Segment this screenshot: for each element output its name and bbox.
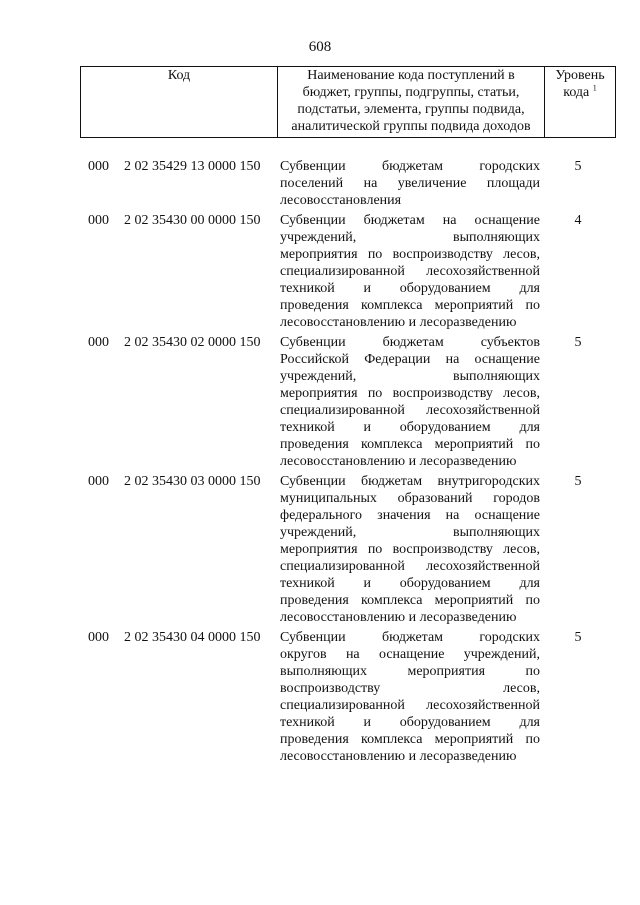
income-name-line: лесовосстановления [280, 193, 402, 208]
header-name-line: Наименование кода поступлений в [307, 68, 515, 83]
header-level-line [545, 84, 615, 101]
page-number: 608 [308, 39, 332, 55]
header-level-word: кода [563, 85, 590, 100]
header-name-line: подстатьи, элемента, группы подвида, [297, 102, 525, 117]
income-name-line: проведения комплекса мероприятий по [280, 732, 540, 747]
income-name-line: мероприятия по воспроизводству лесов, [280, 247, 540, 262]
table-row [80, 334, 612, 470]
income-name-line: поселений на увеличение площади [280, 176, 540, 191]
header-name [278, 67, 545, 138]
income-name-line: воспроизводству лесов, [280, 681, 540, 696]
header-row [81, 67, 616, 138]
income-name-line: специализированной лесохозяйственной [280, 559, 540, 574]
code-level: 5 [574, 630, 582, 645]
admin-code: 000 [88, 630, 109, 645]
admin-code: 000 [88, 474, 109, 489]
income-name-line: мероприятия по воспроизводству лесов, [280, 542, 540, 557]
table-row [80, 629, 612, 765]
income-name-line: техникой и оборудованием для [280, 576, 540, 591]
income-name-line: лесовосстановлению и лесоразведению [280, 749, 517, 764]
header-name-line: аналитической группы подвида доходов [291, 119, 531, 134]
income-code: 2 02 35430 00 0000 150 [124, 213, 261, 228]
header-code: Код [81, 67, 278, 138]
income-name-line: Субвенции бюджетам на оснащение [280, 213, 540, 228]
table-row [80, 158, 612, 209]
income-name-line: Субвенции бюджетам городских [280, 159, 540, 174]
income-name-line: проведения комплекса мероприятий по [280, 593, 540, 608]
code-level: 4 [574, 213, 582, 228]
income-name [280, 212, 544, 331]
income-name-line: техникой и оборудованием для [280, 420, 540, 435]
code-level: 5 [574, 474, 582, 489]
admin-code: 000 [88, 159, 109, 174]
income-name [280, 629, 544, 765]
income-name-line: федерального значения на оснащение [280, 508, 540, 523]
table-body [80, 158, 612, 768]
footnote-marker: 1 [592, 83, 597, 93]
income-name-line: проведения комплекса мероприятий по [280, 437, 540, 452]
table-row [80, 473, 612, 626]
income-name-line: учреждений, выполняющих [280, 525, 540, 540]
header-name-line: бюджет, группы, подгруппы, статьи, [302, 85, 520, 100]
code-level: 5 [574, 159, 582, 174]
income-name-line: лесовосстановлению и лесоразведению [280, 610, 517, 625]
table-row [80, 212, 612, 331]
admin-code: 000 [88, 335, 109, 350]
income-name-line: специализированной лесохозяйственной [280, 403, 540, 418]
income-name-line: выполняющих мероприятия по [280, 664, 540, 679]
income-name-line: проведения комплекса мероприятий по [280, 298, 540, 313]
income-name-line: Субвенции бюджетам внутригородских [280, 474, 540, 489]
income-name-line: специализированной лесохозяйственной [280, 264, 540, 279]
code-level: 5 [574, 335, 582, 350]
income-name-line: техникой и оборудованием для [280, 715, 540, 730]
income-name [280, 473, 544, 626]
table-header [80, 66, 616, 138]
income-code: 2 02 35429 13 0000 150 [124, 159, 261, 174]
income-name-line: Субвенции бюджетам субъектов [280, 335, 540, 350]
income-name-line: учреждений, выполняющих [280, 230, 540, 245]
income-name-line: лесовосстановлению и лесоразведению [280, 315, 517, 330]
income-name [280, 158, 544, 209]
income-name-line: муниципальных образований городов [280, 491, 540, 506]
income-code: 2 02 35430 03 0000 150 [124, 474, 261, 489]
income-name-line: округов на оснащение учреждений, [280, 647, 540, 662]
income-name-line: техникой и оборудованием для [280, 281, 540, 296]
income-name-line: учреждений, выполняющих [280, 369, 540, 384]
income-name [280, 334, 544, 470]
income-code: 2 02 35430 02 0000 150 [124, 335, 261, 350]
header-level [545, 67, 616, 138]
income-name-line: мероприятия по воспроизводству лесов, [280, 386, 540, 401]
admin-code: 000 [88, 213, 109, 228]
income-code: 2 02 35430 04 0000 150 [124, 630, 261, 645]
income-name-line: лесовосстановлению и лесоразведению [280, 454, 517, 469]
header-level-line: Уровень [555, 68, 605, 83]
income-name-line: специализированной лесохозяйственной [280, 698, 540, 713]
income-name-line: Субвенции бюджетам городских [280, 630, 540, 645]
income-name-line: Российской Федерации на оснащение [280, 352, 540, 367]
